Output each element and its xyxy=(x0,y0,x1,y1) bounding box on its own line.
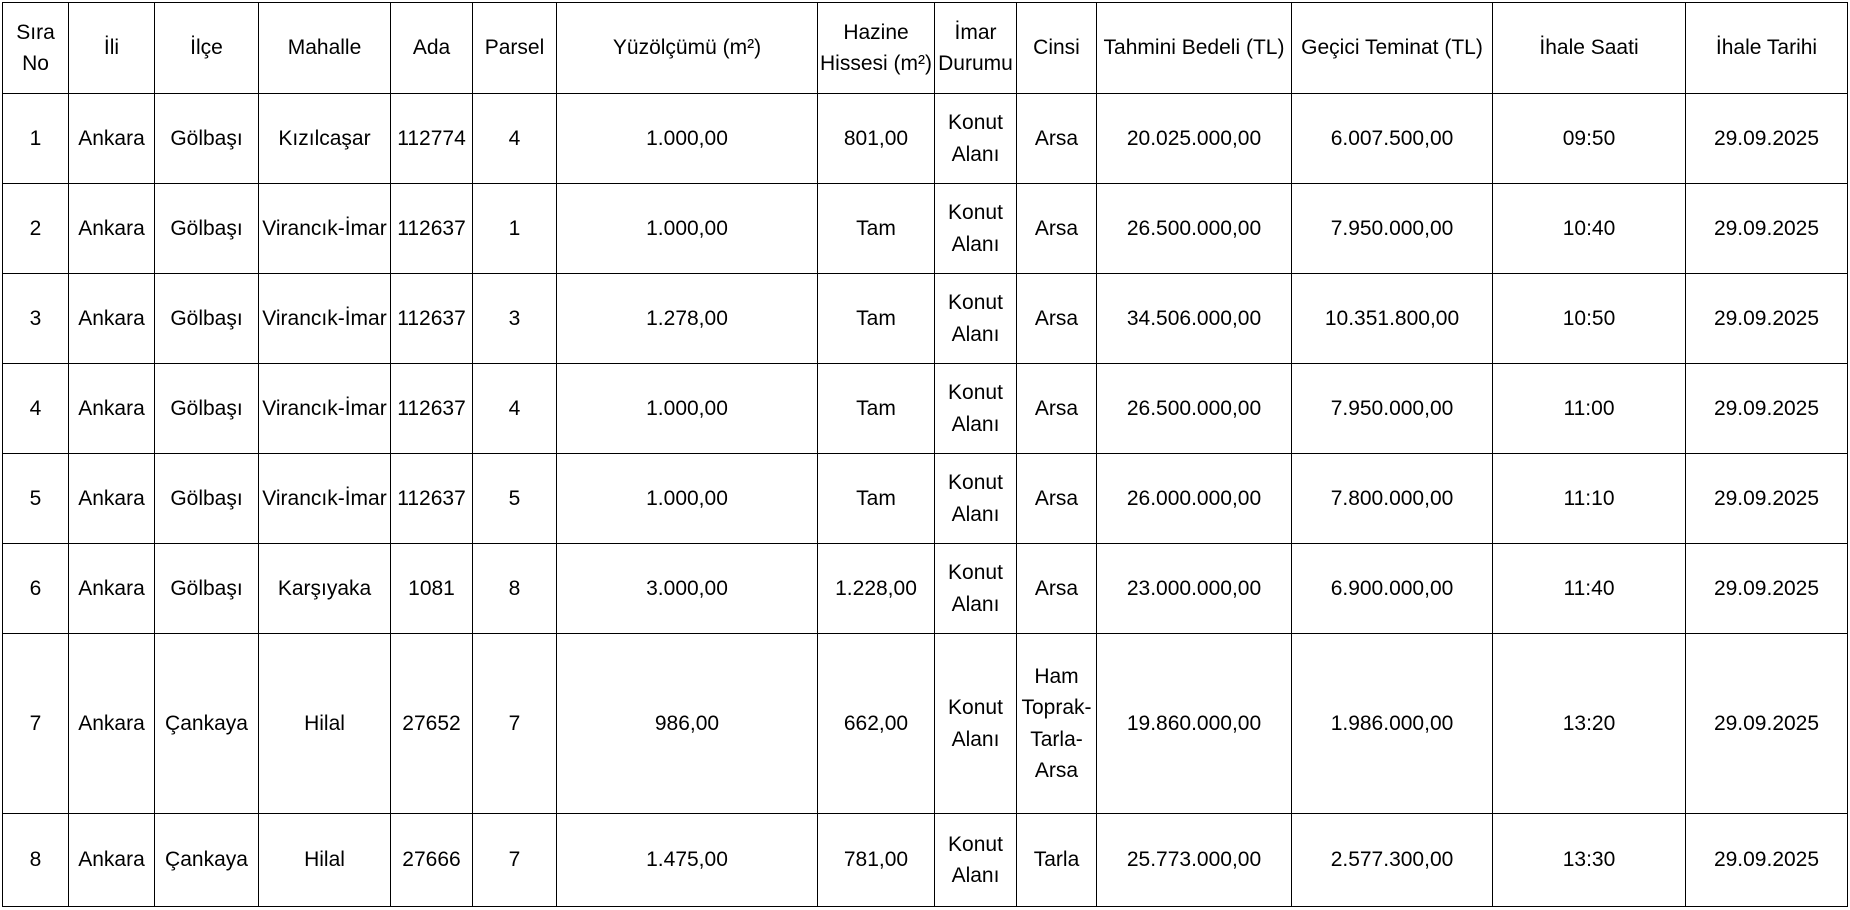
cell-saat: 13:20 xyxy=(1493,634,1686,814)
cell-saat: 10:40 xyxy=(1493,184,1686,274)
cell-tarih: 29.09.2025 xyxy=(1686,364,1848,454)
cell-hazine: Tam xyxy=(818,274,935,364)
cell-teminat: 10.351.800,00 xyxy=(1292,274,1493,364)
cell-mahalle: Hilal xyxy=(259,634,391,814)
cell-sira: 3 xyxy=(3,274,69,364)
cell-ada: 112637 xyxy=(391,454,473,544)
cell-imar: Konut Alanı xyxy=(935,634,1017,814)
header-mahalle: Mahalle xyxy=(259,3,391,94)
cell-imar: Konut Alanı xyxy=(935,454,1017,544)
cell-ada: 27652 xyxy=(391,634,473,814)
cell-tarih: 29.09.2025 xyxy=(1686,274,1848,364)
cell-mahalle: Virancık-İmar xyxy=(259,274,391,364)
cell-saat: 10:50 xyxy=(1493,274,1686,364)
cell-hazine: 801,00 xyxy=(818,94,935,184)
table-row xyxy=(3,454,1848,544)
cell-saat: 09:50 xyxy=(1493,94,1686,184)
cell-cinsi: Arsa xyxy=(1017,544,1097,634)
cell-yuzolcumu: 1.000,00 xyxy=(557,454,818,544)
cell-ada: 112637 xyxy=(391,364,473,454)
cell-parsel: 5 xyxy=(473,454,557,544)
cell-il: Ankara xyxy=(69,184,155,274)
cell-ilce: Çankaya xyxy=(155,814,259,907)
table-row xyxy=(3,544,1848,634)
cell-saat: 13:30 xyxy=(1493,814,1686,907)
header-ilce: İlçe xyxy=(155,3,259,94)
header-imar: İmar Durumu xyxy=(935,3,1017,94)
cell-teminat: 7.950.000,00 xyxy=(1292,184,1493,274)
cell-tarih: 29.09.2025 xyxy=(1686,634,1848,814)
cell-cinsi: Arsa xyxy=(1017,274,1097,364)
table-row xyxy=(3,274,1848,364)
cell-tarih: 29.09.2025 xyxy=(1686,94,1848,184)
cell-yuzolcumu: 1.278,00 xyxy=(557,274,818,364)
header-row xyxy=(3,3,1848,94)
cell-il: Ankara xyxy=(69,634,155,814)
cell-bedel: 25.773.000,00 xyxy=(1097,814,1292,907)
cell-ada: 112637 xyxy=(391,274,473,364)
table-row xyxy=(3,364,1848,454)
table-row xyxy=(3,94,1848,184)
cell-cinsi: Arsa xyxy=(1017,184,1097,274)
cell-il: Ankara xyxy=(69,814,155,907)
cell-ada: 112637 xyxy=(391,184,473,274)
cell-imar: Konut Alanı xyxy=(935,814,1017,907)
cell-tarih: 29.09.2025 xyxy=(1686,184,1848,274)
cell-il: Ankara xyxy=(69,454,155,544)
cell-yuzolcumu: 1.000,00 xyxy=(557,184,818,274)
cell-il: Ankara xyxy=(69,274,155,364)
cell-ilce: Gölbaşı xyxy=(155,184,259,274)
cell-mahalle: Karşıyaka xyxy=(259,544,391,634)
header-teminat: Geçici Teminat (TL) xyxy=(1292,3,1493,94)
cell-ada: 27666 xyxy=(391,814,473,907)
cell-ilce: Gölbaşı xyxy=(155,454,259,544)
cell-bedel: 23.000.000,00 xyxy=(1097,544,1292,634)
header-sira: Sıra No xyxy=(3,3,69,94)
cell-teminat: 6.900.000,00 xyxy=(1292,544,1493,634)
cell-sira: 6 xyxy=(3,544,69,634)
cell-mahalle: Kızılcaşar xyxy=(259,94,391,184)
cell-bedel: 19.860.000,00 xyxy=(1097,634,1292,814)
cell-parsel: 4 xyxy=(473,94,557,184)
cell-il: Ankara xyxy=(69,94,155,184)
header-hazine: Hazine Hissesi (m²) xyxy=(818,3,935,94)
cell-cinsi: Arsa xyxy=(1017,364,1097,454)
cell-hazine: Tam xyxy=(818,364,935,454)
cell-parsel: 7 xyxy=(473,634,557,814)
cell-cinsi: Ham Toprak-Tarla-Arsa xyxy=(1017,634,1097,814)
cell-bedel: 26.500.000,00 xyxy=(1097,364,1292,454)
header-cinsi: Cinsi xyxy=(1017,3,1097,94)
cell-sira: 1 xyxy=(3,94,69,184)
cell-sira: 7 xyxy=(3,634,69,814)
cell-yuzolcumu: 1.000,00 xyxy=(557,94,818,184)
auction-table xyxy=(2,2,1848,907)
table-row xyxy=(3,634,1848,814)
header-parsel: Parsel xyxy=(473,3,557,94)
cell-yuzolcumu: 1.475,00 xyxy=(557,814,818,907)
cell-bedel: 20.025.000,00 xyxy=(1097,94,1292,184)
cell-hazine: Tam xyxy=(818,454,935,544)
cell-parsel: 8 xyxy=(473,544,557,634)
cell-hazine: 781,00 xyxy=(818,814,935,907)
cell-ilce: Gölbaşı xyxy=(155,544,259,634)
cell-yuzolcumu: 1.000,00 xyxy=(557,364,818,454)
cell-mahalle: Virancık-İmar xyxy=(259,364,391,454)
cell-il: Ankara xyxy=(69,544,155,634)
cell-teminat: 7.800.000,00 xyxy=(1292,454,1493,544)
cell-teminat: 2.577.300,00 xyxy=(1292,814,1493,907)
table-row xyxy=(3,184,1848,274)
header-yuzolcumu: Yüzölçümü (m²) xyxy=(557,3,818,94)
cell-bedel: 34.506.000,00 xyxy=(1097,274,1292,364)
cell-hazine: 1.228,00 xyxy=(818,544,935,634)
cell-saat: 11:40 xyxy=(1493,544,1686,634)
header-il: İli xyxy=(69,3,155,94)
cell-saat: 11:00 xyxy=(1493,364,1686,454)
cell-imar: Konut Alanı xyxy=(935,184,1017,274)
cell-mahalle: Virancık-İmar xyxy=(259,184,391,274)
cell-hazine: Tam xyxy=(818,184,935,274)
cell-ilce: Gölbaşı xyxy=(155,364,259,454)
cell-yuzolcumu: 3.000,00 xyxy=(557,544,818,634)
cell-saat: 11:10 xyxy=(1493,454,1686,544)
header-saat: İhale Saati xyxy=(1493,3,1686,94)
cell-tarih: 29.09.2025 xyxy=(1686,544,1848,634)
cell-cinsi: Arsa xyxy=(1017,454,1097,544)
cell-bedel: 26.000.000,00 xyxy=(1097,454,1292,544)
header-bedel: Tahmini Bedeli (TL) xyxy=(1097,3,1292,94)
cell-ilce: Gölbaşı xyxy=(155,274,259,364)
cell-sira: 4 xyxy=(3,364,69,454)
table-row xyxy=(3,814,1848,907)
cell-imar: Konut Alanı xyxy=(935,544,1017,634)
cell-teminat: 1.986.000,00 xyxy=(1292,634,1493,814)
cell-sira: 8 xyxy=(3,814,69,907)
cell-tarih: 29.09.2025 xyxy=(1686,454,1848,544)
cell-cinsi: Arsa xyxy=(1017,94,1097,184)
cell-teminat: 7.950.000,00 xyxy=(1292,364,1493,454)
cell-hazine: 662,00 xyxy=(818,634,935,814)
cell-bedel: 26.500.000,00 xyxy=(1097,184,1292,274)
cell-imar: Konut Alanı xyxy=(935,94,1017,184)
cell-parsel: 3 xyxy=(473,274,557,364)
cell-imar: Konut Alanı xyxy=(935,364,1017,454)
cell-parsel: 7 xyxy=(473,814,557,907)
cell-ilce: Çankaya xyxy=(155,634,259,814)
cell-mahalle: Virancık-İmar xyxy=(259,454,391,544)
header-ada: Ada xyxy=(391,3,473,94)
cell-imar: Konut Alanı xyxy=(935,274,1017,364)
cell-yuzolcumu: 986,00 xyxy=(557,634,818,814)
cell-sira: 2 xyxy=(3,184,69,274)
cell-cinsi: Tarla xyxy=(1017,814,1097,907)
cell-teminat: 6.007.500,00 xyxy=(1292,94,1493,184)
cell-parsel: 4 xyxy=(473,364,557,454)
cell-mahalle: Hilal xyxy=(259,814,391,907)
cell-parsel: 1 xyxy=(473,184,557,274)
cell-ada: 1081 xyxy=(391,544,473,634)
cell-ilce: Gölbaşı xyxy=(155,94,259,184)
header-tarih: İhale Tarihi xyxy=(1686,3,1848,94)
cell-sira: 5 xyxy=(3,454,69,544)
cell-il: Ankara xyxy=(69,364,155,454)
cell-tarih: 29.09.2025 xyxy=(1686,814,1848,907)
cell-ada: 112774 xyxy=(391,94,473,184)
